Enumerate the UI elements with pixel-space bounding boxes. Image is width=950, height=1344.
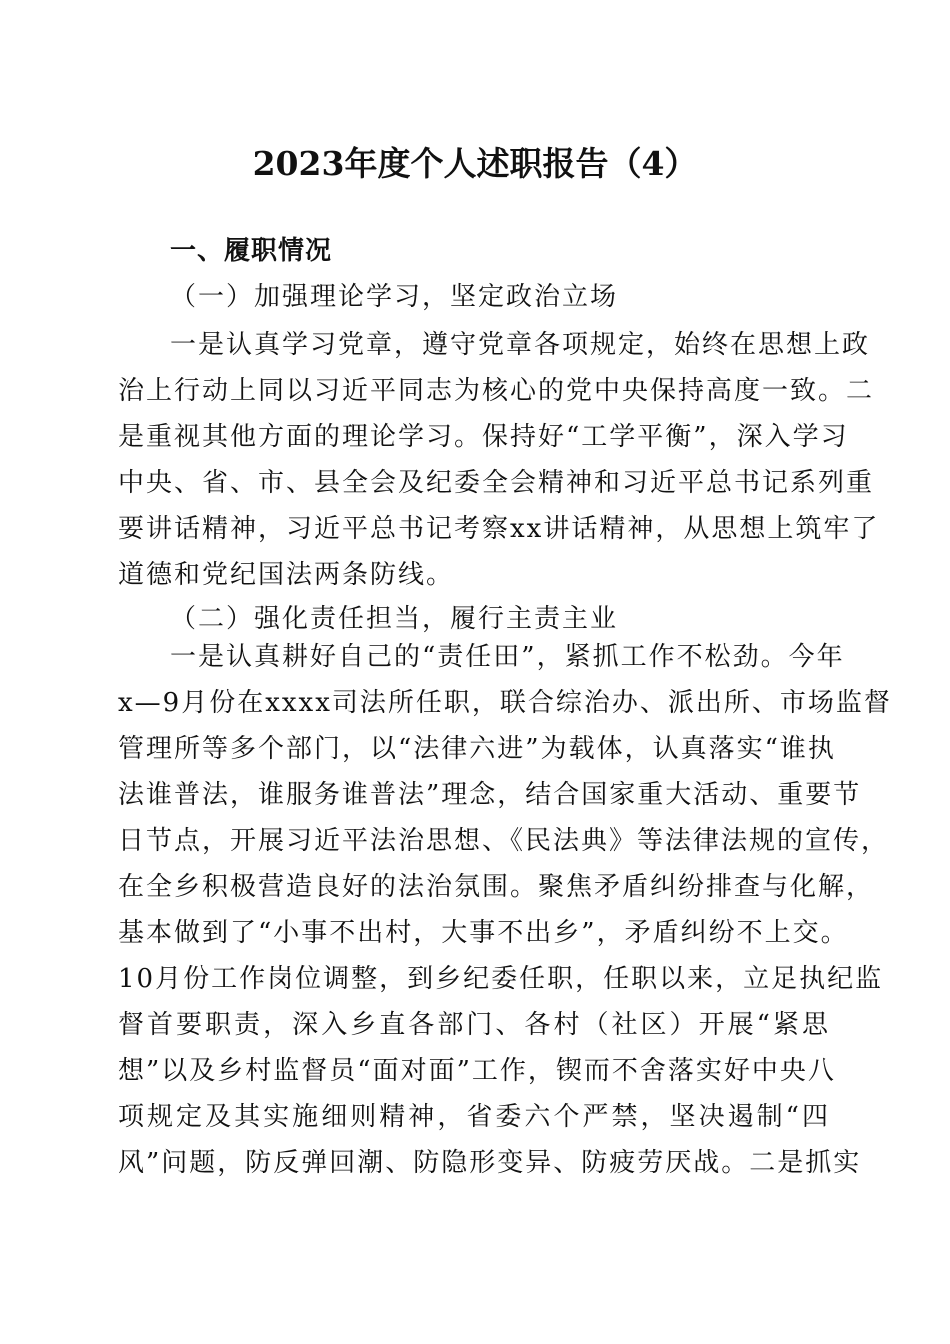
paragraph-line: 法谁普法，谁服务谁普法”理念，结合国家重大活动、重要节 [118, 780, 862, 810]
paragraph-line: 治上行动上同以习近平同志为核心的党中央保持高度一致。二 [118, 376, 875, 406]
paragraph-1 [118, 322, 880, 598]
paragraph-line: 管理所等多个部门，以“法律六进”为载体，认真落实“谁执 [118, 734, 836, 764]
paragraph-line: 中央、省、市、县全会及纪委全会精神和习近平总书记系列重 [118, 468, 875, 498]
document-title: 2023年度个人述职报告（4） [252, 144, 698, 183]
paragraph-line: 想”以及乡村监督员“面对面”工作，锲而不舍落实好中央八 [118, 1056, 836, 1086]
paragraph-line: 日节点，开展习近平法治思想、《民法典》等法律法规的宣传， [118, 826, 890, 856]
paragraph-line: 10月份工作岗位调整，到乡纪委任职，任职以来，立足执纪监 [118, 964, 884, 994]
paragraph-line: 要讲话精神，习近平总书记考察xx讲话精神，从思想上筑牢了 [118, 514, 880, 544]
paragraph-line: 一是认真耕好自己的“责任田”，紧抓工作不松劲。今年 [170, 642, 845, 672]
paragraph-line: 基本做到了“小事不出村，大事不出乡”，矛盾纠纷不上交。 [118, 918, 849, 948]
section-heading-1: 一、履职情况 [170, 236, 333, 266]
paragraph-line: 在全乡积极营造良好的法治氛围。聚焦矛盾纠纷排查与化解， [118, 872, 875, 902]
paragraph-2 [118, 634, 892, 1186]
subsection-heading-1: （一）加强理论学习，坚定政治立场 [170, 282, 619, 312]
paragraph-line: 一是认真学习党章，遵守党章各项规定，始终在思想上政 [170, 330, 871, 360]
paragraph-line: 督首要职责，深入乡直各部门、各村（社区）开展“紧思 [118, 1010, 830, 1040]
subsection-heading-2: （二）强化责任担当，履行主责主业 [170, 604, 619, 634]
paragraph-line: x—9月份在xxxx司法所任职，联合综治办、派出所、市场监督 [118, 688, 892, 718]
paragraph-line: 风”问题，防反弹回潮、防隐形变异、防疲劳厌战。二是抓实 [118, 1148, 862, 1178]
paragraph-line: 是重视其他方面的理论学习。保持好“工学平衡”，深入学习 [118, 422, 849, 452]
paragraph-line: 项规定及其实施细则精神，省委六个严禁，坚决遏制“四 [118, 1102, 830, 1132]
paragraph-line: 道德和党纪国法两条防线。 [118, 560, 455, 590]
